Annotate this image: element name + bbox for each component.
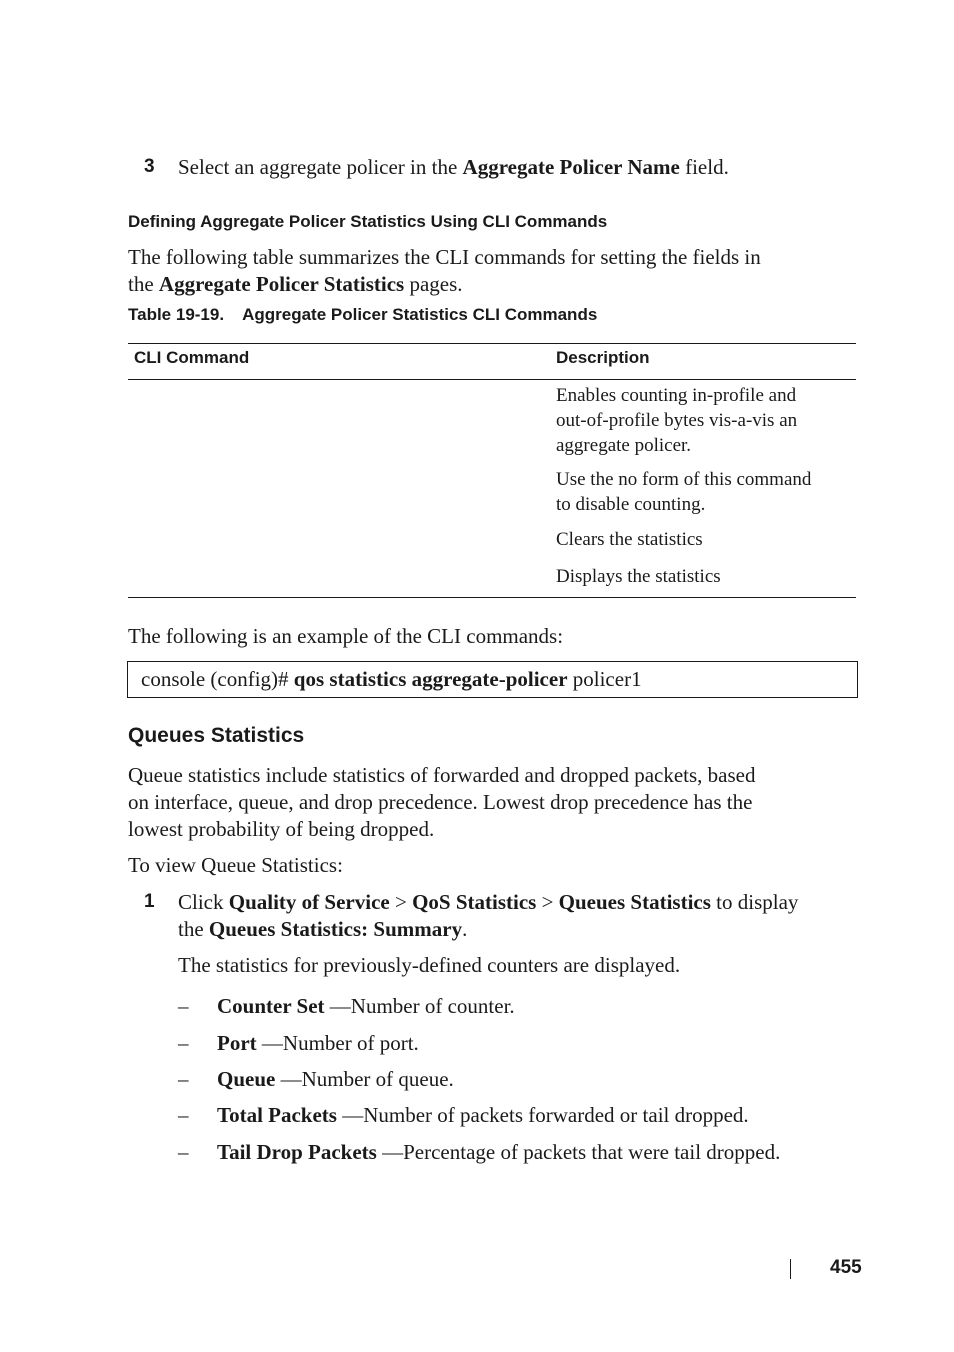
table-cell-description: to disable counting. [556,494,706,515]
table-caption-title: Aggregate Policer Statistics CLI Commands [242,305,598,324]
field-name: Tail Drop Packets [217,1140,377,1164]
intro-line-1: The following table summarizes the CLI commands for setting the fields in [128,245,761,269]
step-after: to display [710,890,799,914]
field-name: Total Packets [217,1103,337,1127]
menu-qos-statistics: QoS Statistics [412,890,537,914]
table-caption-label: Table 19-19. [128,305,225,324]
to-view-text: To view Queue Statistics: [128,853,343,877]
example-intro: The following is an example of the CLI commands: [128,624,564,648]
table-cell-description: out-of-profile bytes vis-a-vis an [556,410,798,431]
page-name: Queues Statistics: Summary [208,917,463,941]
list-dash: – [178,1140,189,1164]
list-dash: – [178,1031,189,1055]
section-paragraph-line: on interface, queue, and drop precedence. Lowest drop precedence has the [128,790,753,814]
table-row [556,467,811,517]
list-item [178,1030,419,1057]
table-cell-description: aggregate policer. [556,435,692,456]
section-heading: Queues Statistics [128,724,305,747]
table-header-rule [128,379,856,380]
intro-bold: Aggregate Policer Statistics [158,272,405,296]
step-text-line-2 [178,916,467,943]
table-cell-description: Use the no form of this command [556,469,812,490]
list-item [178,1139,781,1166]
intro-after: pages. [404,272,463,296]
step-number: 1 [144,891,155,912]
step-text-after: field. [679,155,729,179]
list-item [178,993,515,1020]
menu-quality-of-service: Quality of Service [228,890,390,914]
menu-separator: > [389,890,413,914]
field-name: Queue [217,1067,276,1091]
field-description: —Number of queue. [275,1067,454,1091]
list-dash: – [178,1103,189,1127]
step-line2-before: the [178,917,209,941]
field-description: —Number of packets forwarded or tail dropped. [336,1103,749,1127]
field-name: Aggregate Policer Name [462,155,680,179]
section-paragraph-line: lowest probability of being dropped. [128,817,435,841]
list-dash: – [178,1067,189,1091]
list-dash: – [178,994,189,1018]
table-cell-description: Displays the statistics [556,566,721,587]
table-cell-description: Enables counting in-profile and [556,385,797,406]
field-description: —Number of counter. [324,994,515,1018]
table-header-command: CLI Command [134,348,250,367]
cli-example-line [141,666,642,693]
footer-divider [790,1259,791,1279]
step-text [178,154,729,181]
table-cell-description: Clears the statistics [556,529,703,550]
step-text [178,889,798,916]
menu-queues-statistics: Queues Statistics [558,890,711,914]
table-row [556,383,797,458]
cli-example-box [127,661,858,698]
displayed-note: The statistics for previously-defined counters are displayed. [178,953,681,977]
table-row [556,564,721,589]
table-caption [128,304,597,326]
list-item [178,1102,749,1129]
table-row [556,527,703,552]
step-click: Click [178,890,229,914]
intro-before: the [128,272,159,296]
section-paragraph-line: Queue statistics include statistics of forwarded and dropped packets, based [128,763,756,787]
subheading: Defining Aggregate Policer Statistics Using CLI Commands [128,212,608,231]
menu-separator: > [536,890,559,914]
table-top-rule [128,343,856,344]
step-text-before: Select an aggregate policer in the [178,155,463,179]
field-description: —Number of port. [256,1031,419,1055]
cli-prompt: console (config)# [141,667,294,691]
table-header-description: Description [556,348,650,367]
page-number: 455 [830,1257,862,1278]
field-name: Counter Set [217,994,325,1018]
section-paragraph [128,762,755,843]
cli-argument: policer1 [567,667,642,691]
cli-command: qos statistics aggregate-policer [293,667,568,691]
step-number: 3 [144,156,155,177]
intro-line-2 [128,271,463,298]
field-name: Port [217,1031,257,1055]
step-line2-after: . [462,917,468,941]
field-description: —Percentage of packets that were tail dropped. [376,1140,781,1164]
list-item [178,1066,454,1093]
table-bottom-rule [128,597,856,598]
